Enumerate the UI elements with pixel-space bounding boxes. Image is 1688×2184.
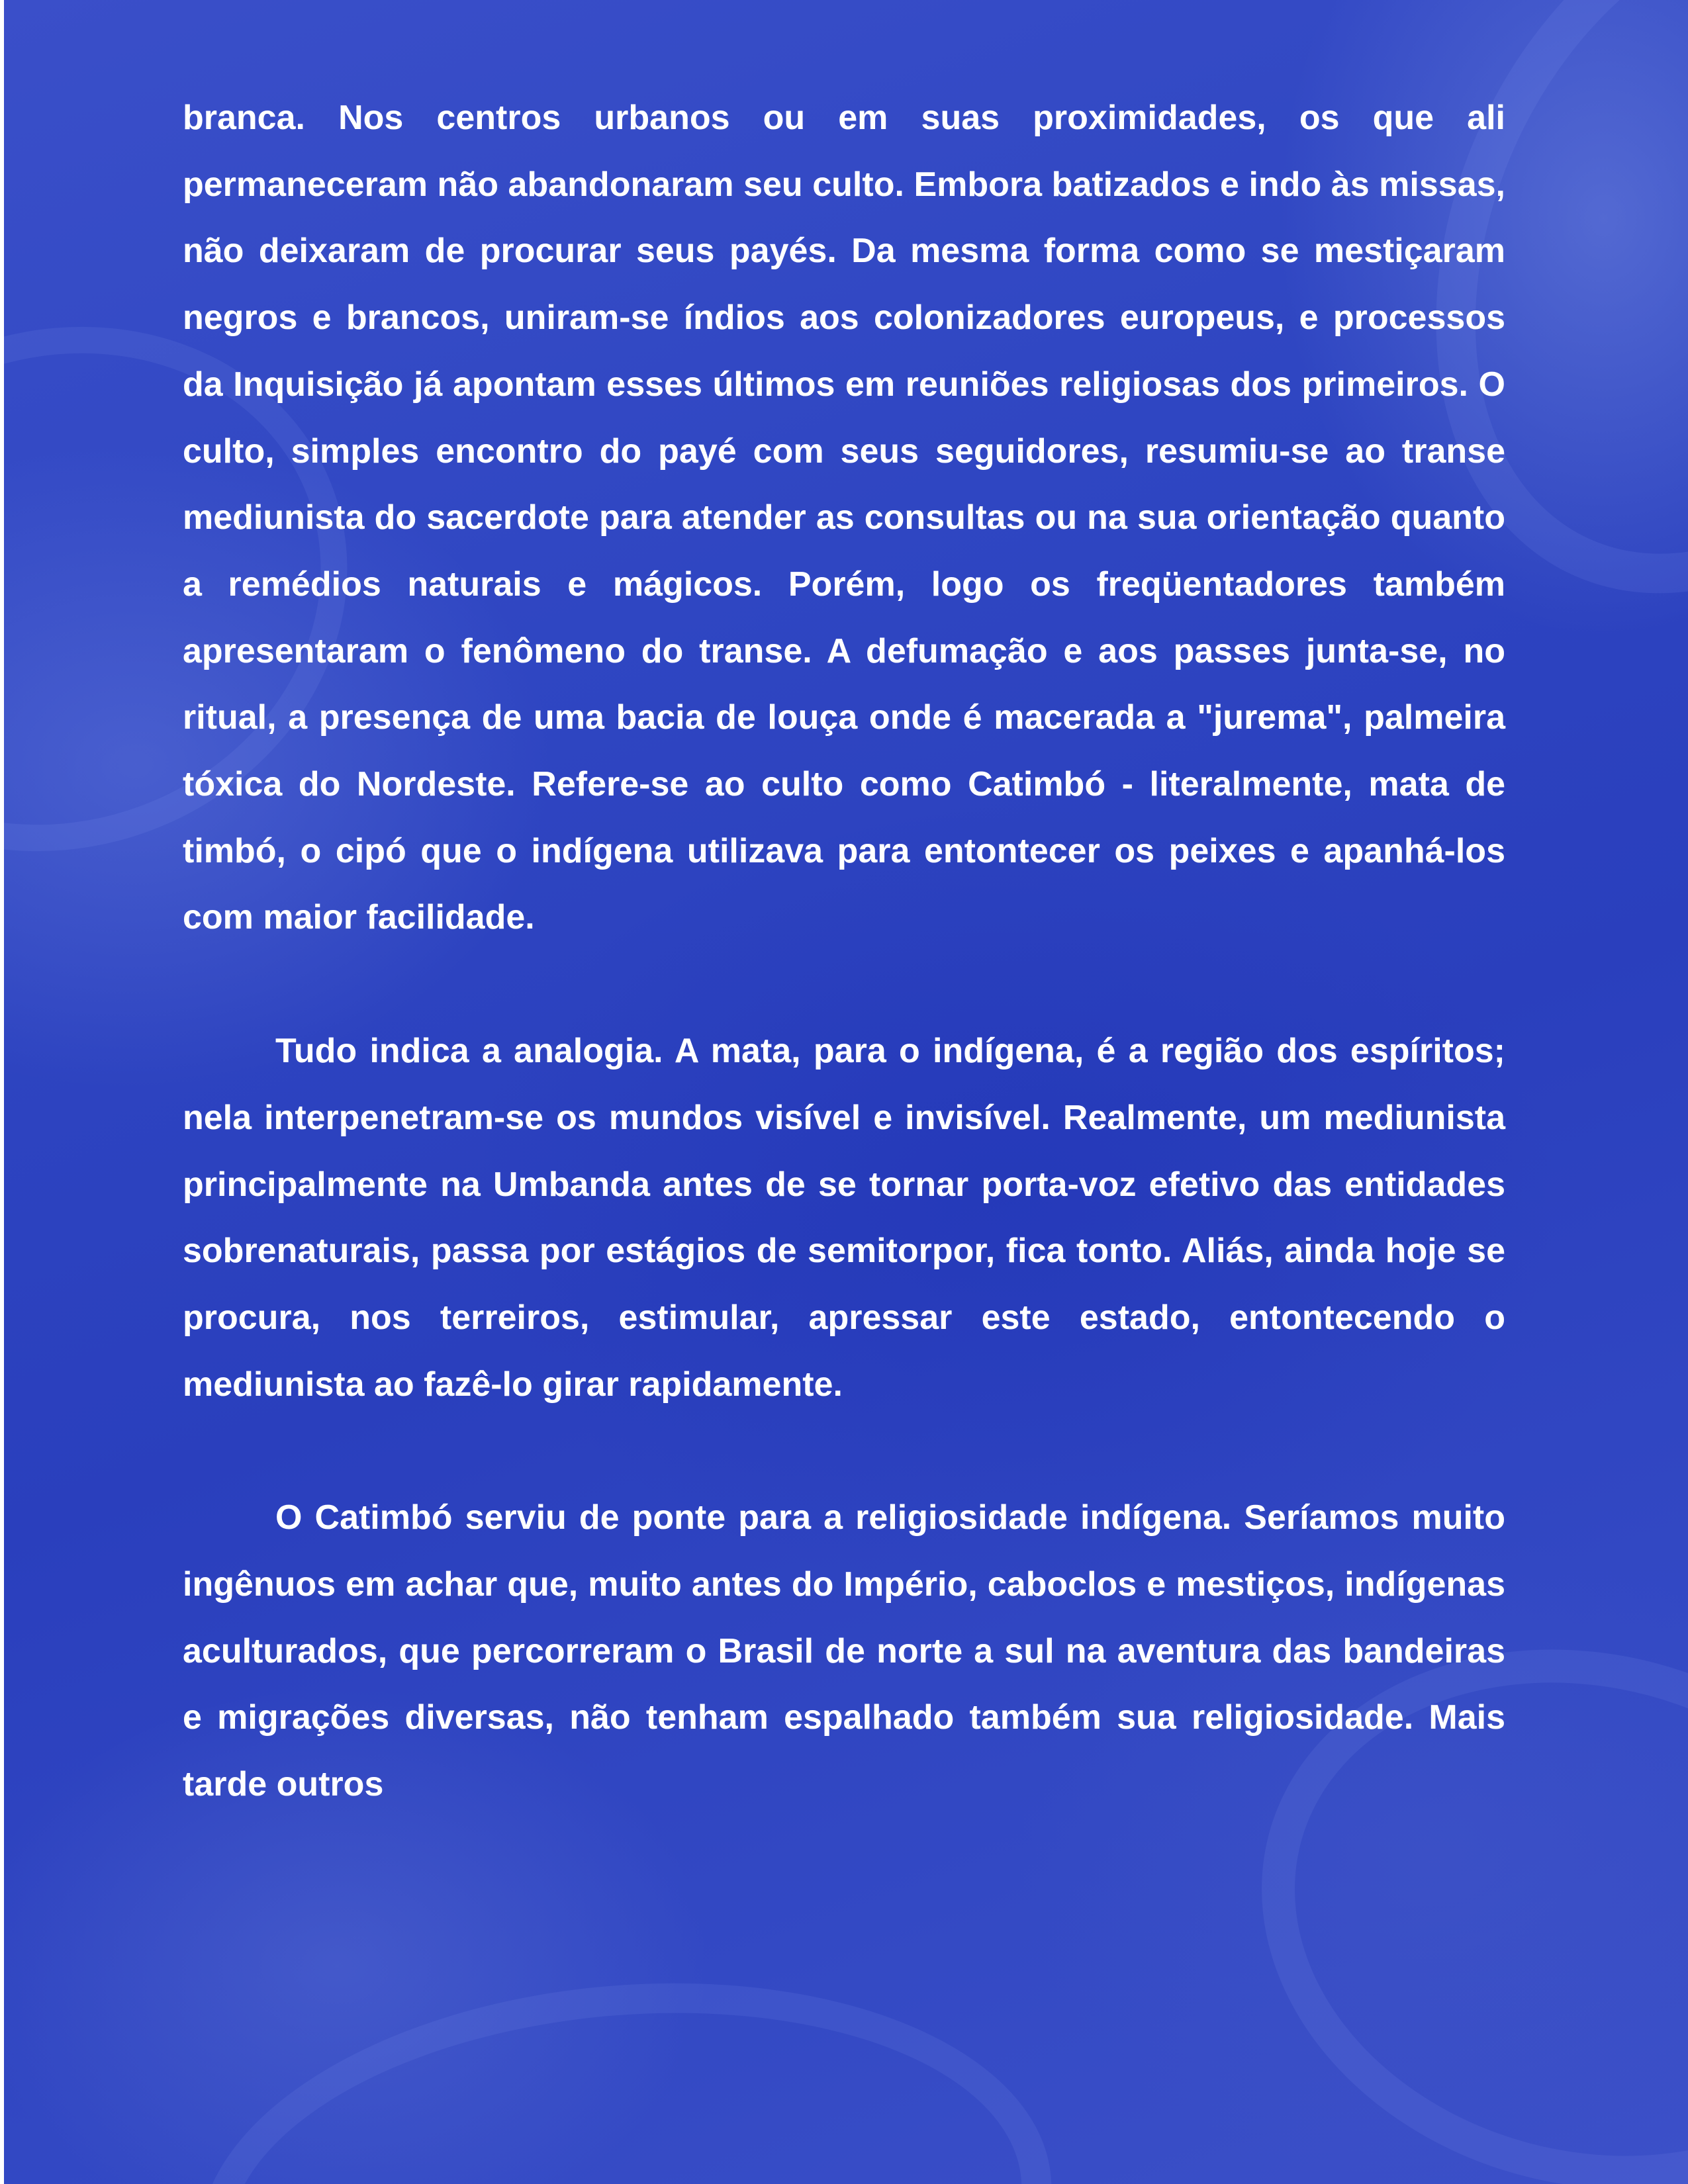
body-text <box>183 85 1505 1818</box>
paragraph-1: branca. Nos centros urbanos ou em suas proximidades, os que ali permaneceram não abandonaram seu culto. Embora batizados e indo às missas, não deixaram de procurar seus payés. Da mesma forma como se mestiçaram negros e brancos, uniram-se índios aos colonizadores europeus, e processos da Inquisição já apontam esses últimos em reuniões religiosas dos primeiros. O culto, simples encontro do payé com seus seguidores, resumiu-se ao transe mediunista do sacerdote para atender as consultas ou na sua orientação quanto a remédios naturais e mágicos. Porém, logo os freqüentadores também apresentaram o fenômeno do transe. A defumação e aos passes junta-se, no ritual, a presença de uma bacia de louça onde é macerada a "jurema", palmeira tóxica do Nordeste. Refere-se ao culto como Catimbó - literalmente, mata de timbó, o cipó que o indígena utilizava para entontecer os peixes e apanhá-los com maior facilidade. <box>183 99 1505 937</box>
page-edge-strip <box>0 0 4 2184</box>
paragraph-gap <box>183 951 1505 1018</box>
paragraph-3: O Catimbó serviu de ponte para a religiosidade indígena. Seríamos muito ingênuos em achar que, muito antes do Império, caboclos e mestiços, indígenas aculturados, que percorreram o Brasil de norte a sul na aventura das bandeiras e migrações diversas, não tenham espalhado também sua religiosidade. Mais tarde outros <box>183 1498 1505 1804</box>
background-swirl <box>180 1949 1070 2184</box>
paragraph-2: Tudo indica a analogia. A mata, para o indígena, é a região dos espíritos; nela interpenetram-se os mundos visível e invisível. Realmente, um mediunista principalmente na Umbanda antes de se tornar porta-voz efetivo das entidades sobrenaturais, passa por estágios de semitorpor, fica tonto. Aliás, ainda hoje se procura, nos terreiros, estimular, apressar este estado, entontecendo o mediunista ao fazê-lo girar rapidamente. <box>183 1032 1505 1404</box>
paragraph-gap <box>183 1418 1505 1484</box>
